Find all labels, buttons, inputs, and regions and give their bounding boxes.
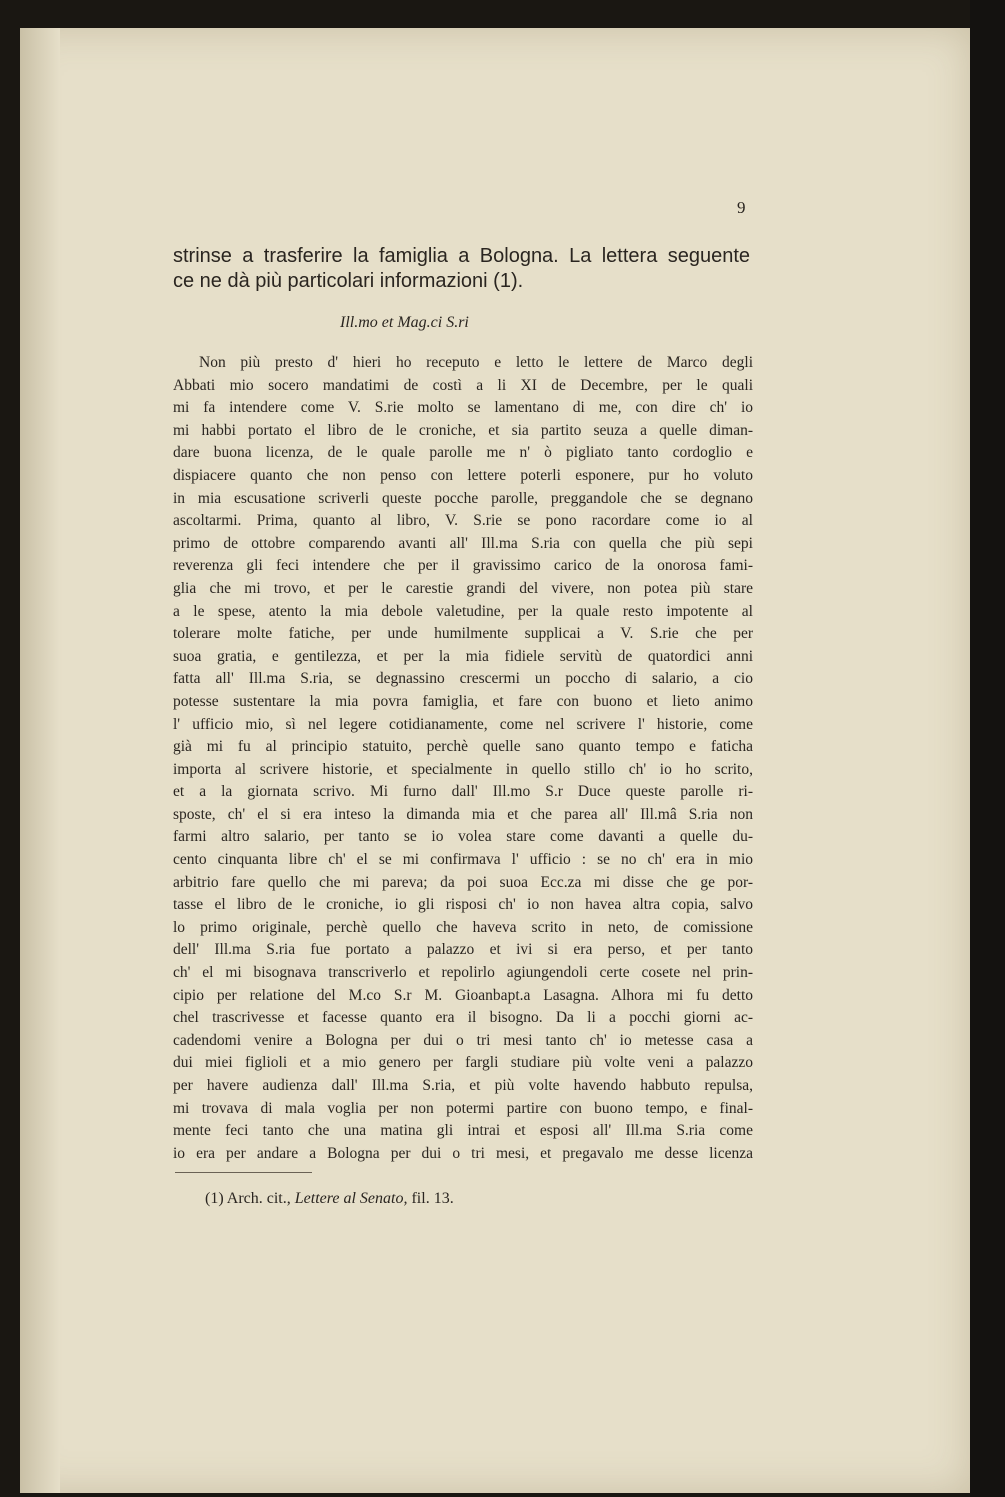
letter-line: lo primo originale, perchè quello che haveva scrito in neto, de comissione	[173, 918, 753, 936]
footnote	[205, 1190, 454, 1208]
letter-line: sposte, ch' el si era inteso la dimanda mia et che parea all' Ill.mâ S.ria non	[173, 805, 753, 823]
letter-line: suoa gratia, e gentilezza, et per la mia fidiele servitù de quatordici anni	[173, 647, 753, 665]
letter-line: cento cinquanta libre ch' el se mi confirmava l' ufficio : se no ch' era in mio	[173, 851, 753, 869]
intro-line: ce ne dà più particolari informazioni (1).	[173, 270, 524, 292]
letter-line: ch' el mi bisognava transcriverlo et repolirlo agiungendoli certe cosete nel prin-	[173, 964, 753, 982]
letter-line: potesse sustentare la mia povra famiglia, et fare con buono et lieto animo	[173, 692, 753, 710]
footnote-divider	[175, 1172, 312, 1173]
letter-line: l' ufficio mio, sì nel legere cotidianamente, come nel scrivere l' historie, come	[173, 715, 753, 733]
letter-line: per havere audienza dall' Ill.ma S.ria, et più volte havendo habbuto repulsa,	[173, 1077, 753, 1094]
letter-line: mi fa intendere come V. S.rie molto se lamentano di me, con dire ch' io	[173, 399, 753, 417]
letter-line: ascoltarmi. Prima, quanto al libro, V. S.rie se pono racordare come io al	[173, 512, 753, 530]
letter-line: cadendomi venire a Bologna per dui o tri mesi tanto ch' io metesse casa a	[173, 1031, 753, 1049]
letter-line: fatta all' Ill.ma S.ria, se degnassino crescermi un poccho di salario, a cio	[173, 670, 753, 688]
letter-line: dell' Ill.ma S.ria fue portato a palazzo et ivi si era perso, et per tanto	[173, 941, 753, 959]
letter-body	[173, 352, 753, 1165]
letter-line: reverenza gli feci intendere che per il gravissimo carico de la onorosa fami-	[173, 557, 753, 575]
footnote-title: Lettere al Senato,	[294, 1190, 408, 1207]
letter-salutation: Ill.mo et Mag.ci S.ri	[340, 314, 469, 331]
letter-line: arbitrio fare quello che mi pareva; da poi suoa Ecc.za mi disse che ge por-	[173, 873, 753, 891]
letter-line: a le spese, atento la mia debole valetudine, per la quale resto impotente al	[173, 602, 753, 620]
letter-line: primo de ottobre comparendo avanti all' Ill.ma S.ria con quella che più sepi	[173, 534, 753, 552]
letter-line: glia che mi trovo, et per le carestie grandi del vivere, non potea più stare	[173, 579, 753, 597]
letter-line: in mia escusatione scriverli queste pocche parolle, preggandole che se degnano	[173, 489, 753, 507]
footnote-suffix: fil. 13.	[407, 1190, 454, 1207]
letter-line: dare buona licenza, de le quale parolle me n' ò pigliato tanto cordoglio e	[173, 444, 753, 462]
letter-line: già mi fu al principio statuito, perchè quelle sano quanto tempo e faticha	[173, 738, 753, 756]
letter-line: chel trascrivesse et facesse quanto era il bisogno. Da li a pocchi giorni ac-	[173, 1009, 753, 1027]
letter-line: tasse el libro de le croniche, io gli risposi ch' io non havea altra copia, salvo	[173, 896, 753, 914]
letter-line: tolerare molte fatiche, per unde humilmente supplicai a V. S.rie che per	[173, 625, 753, 643]
scan-background-edge	[970, 0, 1005, 1497]
letter-line: mi trovava di mala voglia per non potermi partire con buono tempo, e final-	[173, 1099, 753, 1117]
letter-line: et a la giornata scrivo. Mi furno dall' Ill.mo S.r Duce queste parolle ri-	[173, 783, 753, 801]
intro-line: strinse a trasferire la famiglia a Bologna. La lettera seguente	[173, 245, 750, 267]
footnote-prefix: (1) Arch. cit.,	[205, 1190, 295, 1207]
letter-line: mi habbi portato el libro de le croniche, et sia partito seuza a quelle diman-	[173, 421, 753, 439]
letter-line: cipio per relatione del M.co S.r M. Gioanbapt.a Lasagna. Alhora mi fu detto	[173, 986, 753, 1004]
intro-paragraph	[173, 244, 750, 294]
letter-line: Abbati mio socero mandatimi de costì a li XI de Decembre, per le quali	[173, 376, 753, 394]
letter-line: farmi altro salario, per tanto se io volea stare come davanti a quelle du-	[173, 828, 753, 846]
letter-line: dui miei figlioli et a mio genero per fargli studiare più volte veni a palazzo	[173, 1054, 753, 1072]
letter-line: Non più presto d' hieri ho receputo e letto le lettere de Marco degli	[199, 354, 753, 371]
letter-line: mente feci tanto che una matina gli intrai et esposi all' Ill.ma S.ria come	[173, 1122, 753, 1140]
page-gutter-shadow	[20, 28, 60, 1493]
page-number: 9	[737, 198, 746, 217]
letter-line: io era per andare a Bologna per dui o tri mesi, et pregavalo me desse licenza	[173, 1144, 753, 1162]
letter-line: dispiacere quanto che non penso con lettere poterli esponere, pur ho voluto	[173, 466, 753, 484]
letter-line: importa al scrivere historie, et specialmente in quello stillo ch' io ho scrito,	[173, 760, 753, 778]
